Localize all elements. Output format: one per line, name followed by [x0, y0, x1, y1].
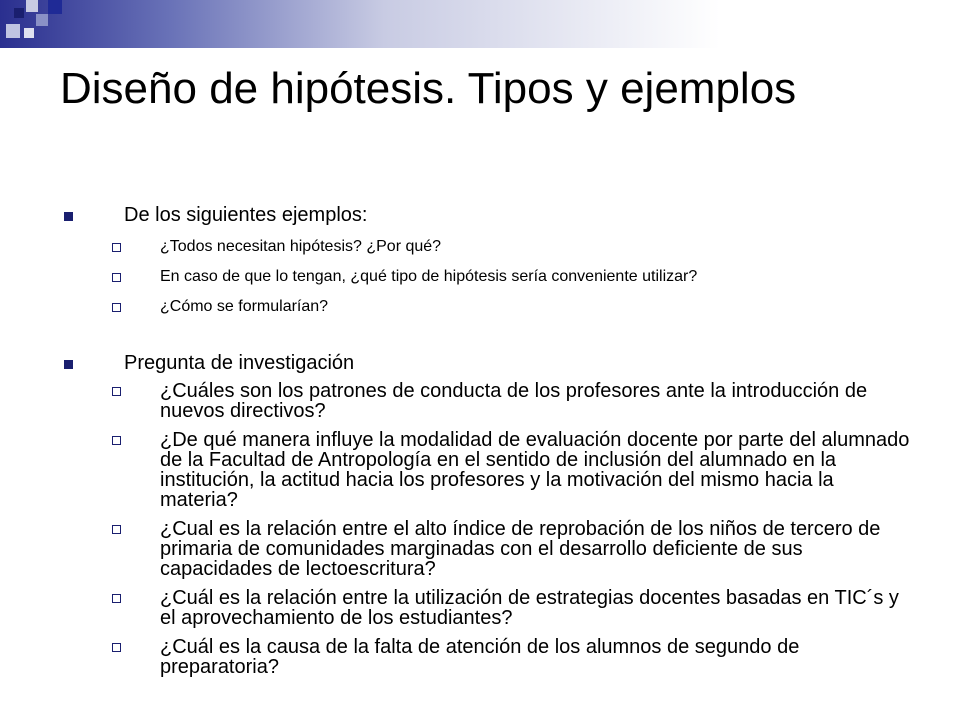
- decor-square-mid: [36, 14, 48, 26]
- decor-square-pale: [24, 28, 34, 38]
- hollow-square-bullet-icon: [112, 273, 121, 282]
- list-item: ¿Cuáles son los patrones de conducta de los profesores ante la introducción de nuevos directivos?: [60, 381, 920, 421]
- section-heading-ejemplos: De los siguientes ejemplos:: [60, 203, 920, 227]
- decor-square-lavender: [6, 24, 20, 38]
- section-heading-pregunta: Pregunta de investigación: [60, 351, 920, 375]
- decor-square-dark: [14, 8, 24, 18]
- hollow-square-bullet-icon: [112, 643, 121, 652]
- hollow-square-bullet-icon: [112, 436, 121, 445]
- hollow-square-bullet-icon: [112, 243, 121, 252]
- list-item: ¿Cuál es la relación entre la utilización de estrategias docentes basadas en TIC´s y el aprovechamiento de los estudiantes?: [60, 588, 920, 628]
- hollow-square-bullet-icon: [112, 594, 121, 603]
- hollow-square-bullet-icon: [112, 303, 121, 312]
- hollow-square-bullet-icon: [112, 387, 121, 396]
- list-item: ¿Cual es la relación entre el alto índice de reprobación de los niños de tercero de primaria de comunidades marginadas con el desarrollo deficiente de sus capacidades de lectoescritura?: [60, 519, 920, 579]
- list-item: ¿Todos necesitan hipótesis? ¿Por qué?: [60, 237, 920, 257]
- list-item: ¿Cómo se formularían?: [60, 297, 920, 317]
- slide-content: [60, 203, 920, 677]
- hollow-square-bullet-icon: [112, 525, 121, 534]
- square-bullet-icon: [64, 360, 73, 369]
- list-item: ¿Cuál es la causa de la falta de atención de los alumnos de segundo de preparatoria?: [60, 637, 920, 677]
- decor-square-light: [26, 0, 38, 12]
- header-gradient-bar: [0, 0, 960, 48]
- list-item: ¿De qué manera influye la modalidad de evaluación docente por parte del alumnado de la Facultad de Antropología en el sentido de inclusión del alumnado en la institución, la actitud hacia los profesores y la motivación del mismo hacia la materia?: [60, 430, 920, 510]
- square-bullet-icon: [64, 212, 73, 221]
- decor-square-blue: [48, 0, 62, 14]
- list-item: En caso de que lo tengan, ¿qué tipo de hipótesis sería conveniente utilizar?: [60, 267, 920, 287]
- slide-title: Diseño de hipótesis. Tipos y ejemplos: [60, 64, 797, 113]
